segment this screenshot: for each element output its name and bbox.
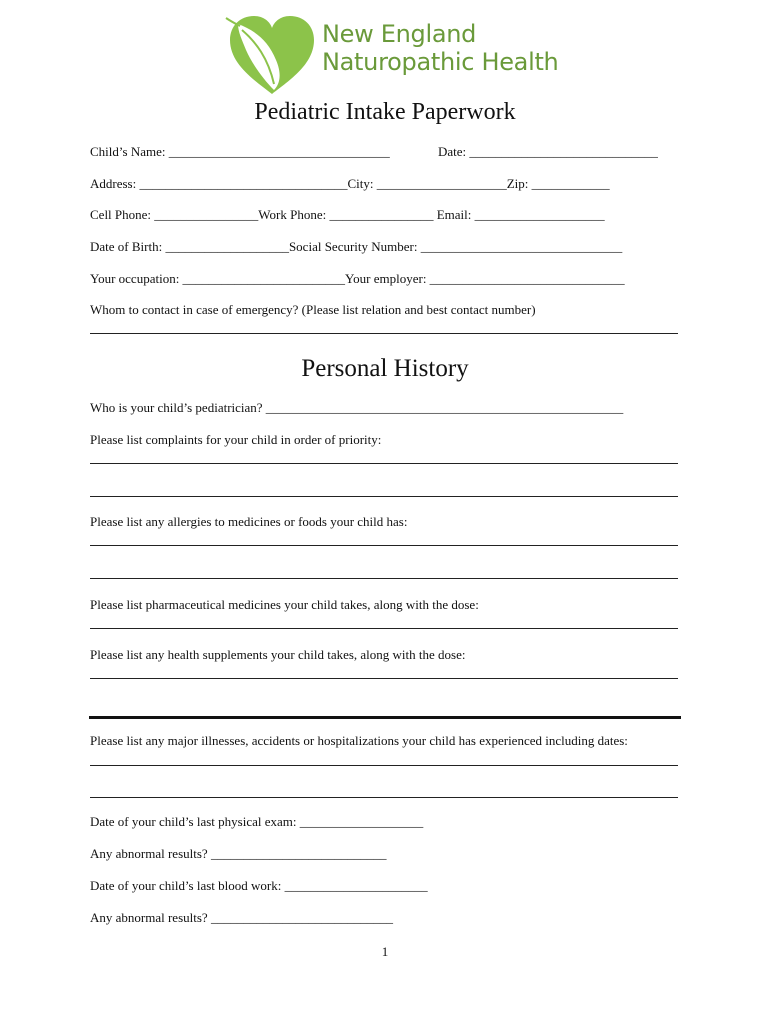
complaints-label: Please list complaints for your child in order of priority:: [90, 432, 382, 447]
allergies-blank-1[interactable]: [90, 545, 678, 546]
emergency-contact-label: Whom to contact in case of emergency? (Please list relation and best contact number): [90, 302, 536, 317]
complaints-blank-2[interactable]: [90, 496, 678, 497]
supplements-blank[interactable]: [90, 678, 678, 679]
address-field[interactable]: Address: ________________________________City: ____________________Zip: ____________: [90, 176, 610, 191]
blood-work-field[interactable]: Date of your child’s last blood work: ______________________: [90, 878, 428, 893]
medicines-blank[interactable]: [90, 628, 678, 629]
page-title: Pediatric Intake Paperwork: [254, 99, 516, 125]
emergency-contact-blank[interactable]: [90, 333, 678, 334]
illnesses-label: Please list any major illnesses, accidents or hospitalizations your child has experienced including dates:: [90, 733, 628, 748]
logo: [224, 14, 559, 96]
occupation-field[interactable]: Your occupation: _________________________Your employer: ______________________________: [90, 271, 625, 286]
brand-line-2: Naturopathic Health: [322, 48, 559, 76]
illnesses-blank-1[interactable]: [90, 765, 678, 766]
medicines-label: Please list pharmaceutical medicines your child takes, along with the dose:: [90, 597, 479, 612]
childs-name-field[interactable]: Child’s Name: __________________________________: [90, 144, 390, 159]
supplements-label: Please list any health supplements your child takes, along with the dose:: [90, 647, 466, 662]
complaints-blank-1[interactable]: [90, 463, 678, 464]
brand-name: [322, 20, 558, 76]
allergies-label: Please list any allergies to medicines or foods your child has:: [90, 514, 408, 529]
pediatrician-field[interactable]: Who is your child’s pediatrician? _______________________________________________________: [90, 400, 624, 415]
abnormal-results-field-2[interactable]: Any abnormal results? ____________________________: [90, 910, 393, 925]
page-number: 1: [381, 944, 389, 959]
physical-exam-field[interactable]: Date of your child’s last physical exam: ___________________: [90, 814, 424, 829]
date-field[interactable]: Date: _____________________________: [438, 144, 658, 159]
allergies-blank-2[interactable]: [90, 578, 678, 579]
dob-ssn-field[interactable]: Date of Birth: ___________________Social Security Number: _______________________________: [90, 239, 623, 254]
section-title: Personal History: [301, 355, 469, 382]
abnormal-results-field-1[interactable]: Any abnormal results? ___________________________: [90, 846, 387, 861]
illnesses-blank-2[interactable]: [90, 797, 678, 798]
section-divider: [89, 716, 681, 719]
brand-line-1: New England: [322, 20, 477, 48]
green-heart-leaf-icon: [224, 14, 320, 96]
phone-email-field[interactable]: Cell Phone: ________________Work Phone: ________________ Email: ____________________: [90, 207, 605, 222]
